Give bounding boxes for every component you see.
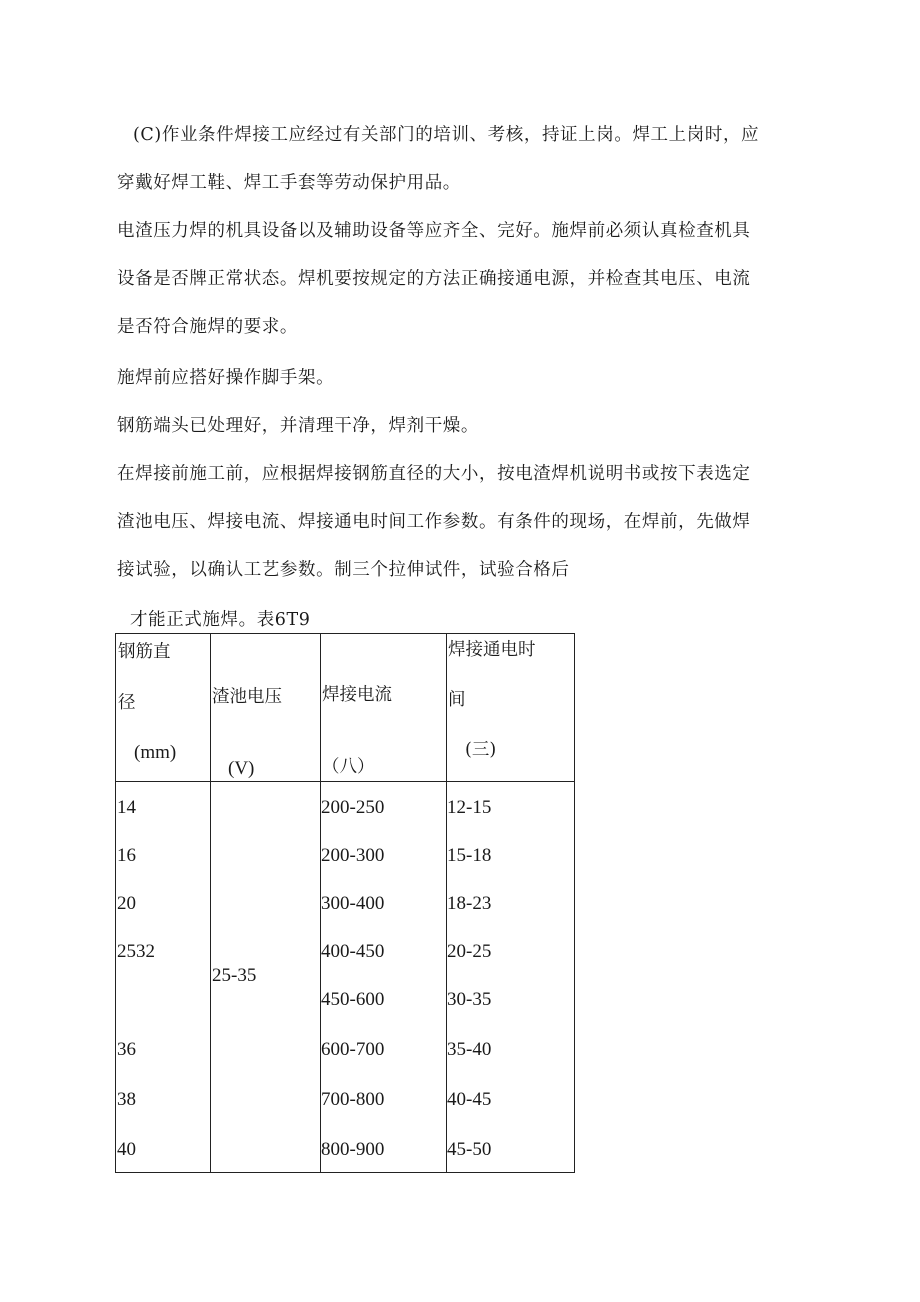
paragraph-line-1: (C)作业条件焊接工应经过有关部门的培训、考核，持证上岗。焊工上岗时，应 — [133, 125, 760, 145]
paragraph-line-9: 渣池电压、焊接电流、焊接通电时间工作参数。有条件的现场，在焊前，先做焊 — [117, 512, 751, 532]
table-cell-diameter: 16 — [117, 845, 136, 866]
header-diameter-unit: (mm) — [134, 742, 177, 763]
header-voltage: 渣池电压 — [212, 687, 282, 707]
header-diameter: 钢筋直 — [118, 642, 171, 662]
table-cell-diameter: 2532 — [117, 941, 155, 962]
paragraph-line-7: 钢筋端头已处理好，并清理干净，焊剂干燥。 — [117, 416, 479, 436]
table-cell-time: 18-23 — [447, 893, 492, 914]
header-current: 焊接电流 — [322, 685, 392, 705]
paragraph-line-3: 电渣压力焊的机具设备以及辅助设备等应齐全、完好。施焊前必须认真检查机具 — [117, 221, 751, 241]
table-cell-time: 20-25 — [447, 941, 492, 962]
table-cell-current: 450-600 — [321, 989, 385, 1010]
table-caption: 才能正式施焊。表6T9 — [130, 610, 311, 630]
table-cell-current: 200-300 — [321, 845, 385, 866]
header-current-unit: （八） — [322, 757, 375, 777]
table-cell-current: 400-450 — [321, 941, 385, 962]
header-diameter-2: 径 — [118, 693, 136, 713]
table-cell-current: 600-700 — [321, 1039, 385, 1060]
table-cell-time: 45-50 — [447, 1139, 492, 1160]
table-cell-current: 200-250 — [321, 797, 385, 818]
header-time-2: 间 — [448, 690, 466, 710]
table-cell-time: 15-18 — [447, 845, 492, 866]
welding-parameter-table — [115, 633, 575, 1173]
table-cell-time: 40-45 — [447, 1089, 492, 1110]
table-cell-time: 35-40 — [447, 1039, 492, 1060]
table-cell-current: 800-900 — [321, 1139, 385, 1160]
paragraph-line-6: 施焊前应搭好操作脚手架。 — [117, 368, 335, 388]
table-cell-diameter: 38 — [117, 1089, 136, 1110]
table-cell-diameter: 36 — [117, 1039, 136, 1060]
table-cell-time: 30-35 — [447, 989, 492, 1010]
table-cell-current: 300-400 — [321, 893, 385, 914]
paragraph-line-4: 设备是否牌正常状态。焊机要按规定的方法正确接通电源，并检查其电压、电流 — [117, 269, 751, 289]
paragraph-line-2: 穿戴好焊工鞋、焊工手套等劳动保护用品。 — [117, 173, 461, 193]
table-cell-current: 700-800 — [321, 1089, 385, 1110]
table-header-divider — [116, 781, 574, 782]
table-divider — [210, 634, 211, 1172]
header-time: 焊接通电时 — [448, 640, 536, 660]
paragraph-line-8: 在焊接前施工前，应根据焊接钢筋直径的大小，按电渣焊机说明书或按下表选定 — [117, 464, 751, 484]
paragraph-line-10: 接试验，以确认工艺参数。制三个拉伸试件，试验合格后 — [117, 560, 570, 580]
header-time-unit: (三) — [465, 740, 497, 760]
table-cell-time: 12-15 — [447, 797, 492, 818]
table-cell-diameter: 40 — [117, 1139, 136, 1160]
table-cell-diameter: 20 — [117, 893, 136, 914]
header-voltage-unit: (V) — [228, 758, 255, 779]
paragraph-line-5: 是否符合施焊的要求。 — [117, 317, 298, 337]
table-cell-diameter: 14 — [117, 797, 136, 818]
table-cell-voltage: 25-35 — [212, 965, 257, 986]
